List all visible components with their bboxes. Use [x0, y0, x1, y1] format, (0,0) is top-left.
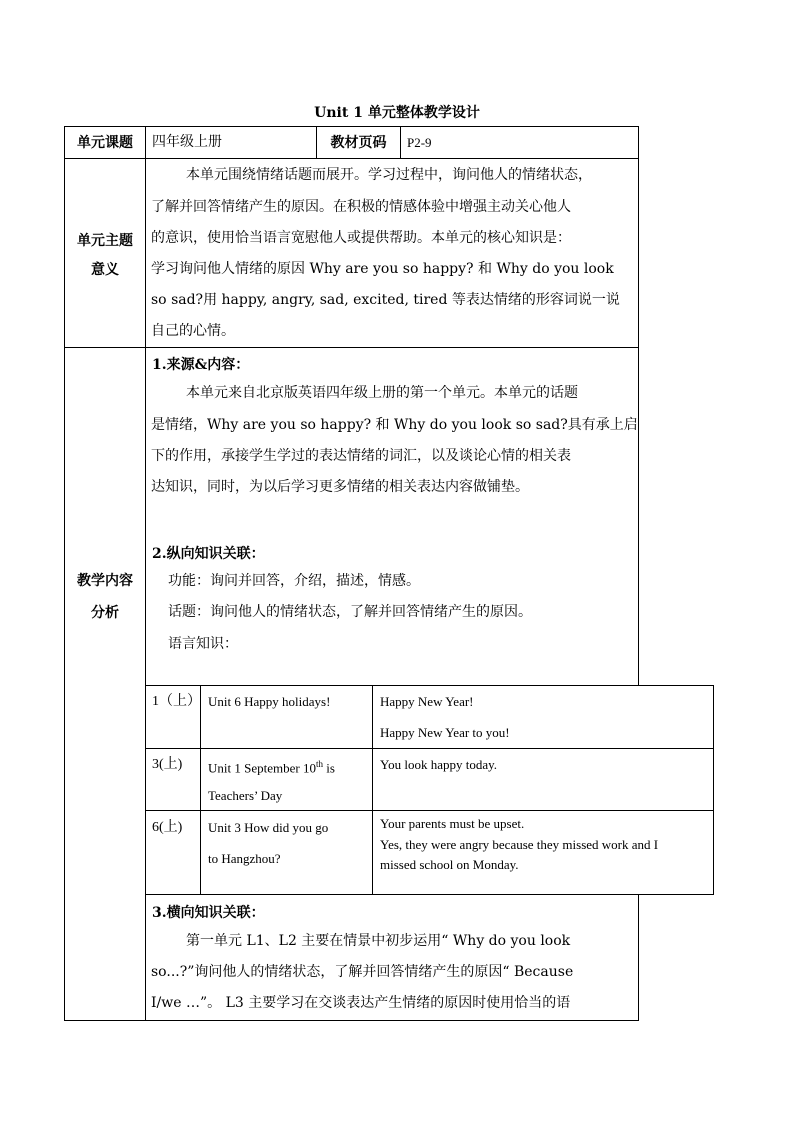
unit-cell: Unit 3 How did you go	[208, 820, 329, 835]
document-title: Unit 1 单元整体教学设计	[314, 105, 480, 121]
content-cell: Your parents must be upset. Yes, they were angry because they missed work and I missed school on Monday.	[380, 816, 659, 872]
theme-line: 了解并回答情绪产生的原因。在积极的情感体验中增强主动关心他人	[151, 199, 571, 215]
theme-line: 学习询问他人情绪的原因 Why are you so happy? 和 Why do you look	[151, 261, 614, 277]
section-heading-vertical: 2.纵向知识关联：	[152, 546, 265, 562]
grade-cell: 1（上）	[152, 694, 201, 709]
unit-cell: to Hangzhou?	[208, 851, 281, 866]
horizontal-line: 第一单元 L1、L2 主要在情景中初步运用“ Why do you look	[186, 933, 571, 949]
unit-cell: Teachers’ Day	[208, 788, 283, 803]
section-heading-source: 1.来源&内容：	[152, 357, 250, 373]
unit-cell: Unit 6 Happy holidays!	[208, 694, 331, 709]
pages-value: P2-9	[407, 135, 432, 150]
content-cell: Happy New Year to you!	[380, 725, 510, 740]
grade-cell: 3(上)	[152, 757, 183, 772]
horizontal-line: I/we …”。 L3 主要学习在交谈表达产生情绪的原因时使用恰当的语	[151, 995, 571, 1011]
grade-cell: 6(上)	[152, 820, 183, 835]
horizontal-line: so...?”询问他人的情绪状态，了解并回答情绪产生的原因“ Because	[151, 964, 574, 980]
vertical-line: 话题：询问他人的情绪状态，了解并回答情绪产生的原因。	[168, 604, 532, 620]
content-analysis-label-1: 教学内容	[77, 573, 133, 589]
unit-theme-label-1: 单元主题	[77, 233, 133, 249]
pages-label: 教材页码	[330, 135, 387, 151]
source-line: 本单元来自北京版英语四年级上册的第一个单元。本单元的话题	[186, 385, 578, 401]
theme-line: 本单元围绕情绪话题而展开。学习过程中，询问他人的情绪状态，	[186, 167, 592, 183]
source-line: 下的作用，承接学生学过的表达情绪的词汇，以及谈论心情的相关表	[151, 448, 571, 464]
unit-cell: Unit 1 September 10th is	[208, 759, 335, 776]
theme-line: 的意识，使用恰当语言宽慰他人或提供帮助。本单元的核心知识是：	[151, 230, 571, 246]
content-cell: Happy New Year!	[380, 694, 474, 709]
section-heading-horizontal: 3.横向知识关联：	[152, 905, 265, 921]
vertical-line: 功能：询问并回答，介绍，描述，情感。	[168, 573, 420, 589]
content-analysis-label-2: 分析	[91, 605, 119, 621]
source-line: 达知识，同时，为以后学习更多情绪的相关表达内容做铺垫。	[151, 479, 529, 495]
content-cell: You look happy today.	[380, 757, 498, 772]
unit-topic-label: 单元课题	[77, 135, 133, 151]
source-line: 是情绪，Why are you so happy? 和 Why do you look so sad?具有承上启	[151, 417, 638, 433]
vertical-line: 语言知识：	[168, 636, 238, 652]
theme-line: 自己的心情。	[151, 323, 235, 339]
unit-topic-value: 四年级上册	[152, 134, 222, 150]
unit-theme-label-2: 意义	[91, 262, 119, 278]
theme-line: so sad?用 happy, angry, sad, excited, tired 等表达情绪的形容词说一说	[151, 292, 620, 308]
